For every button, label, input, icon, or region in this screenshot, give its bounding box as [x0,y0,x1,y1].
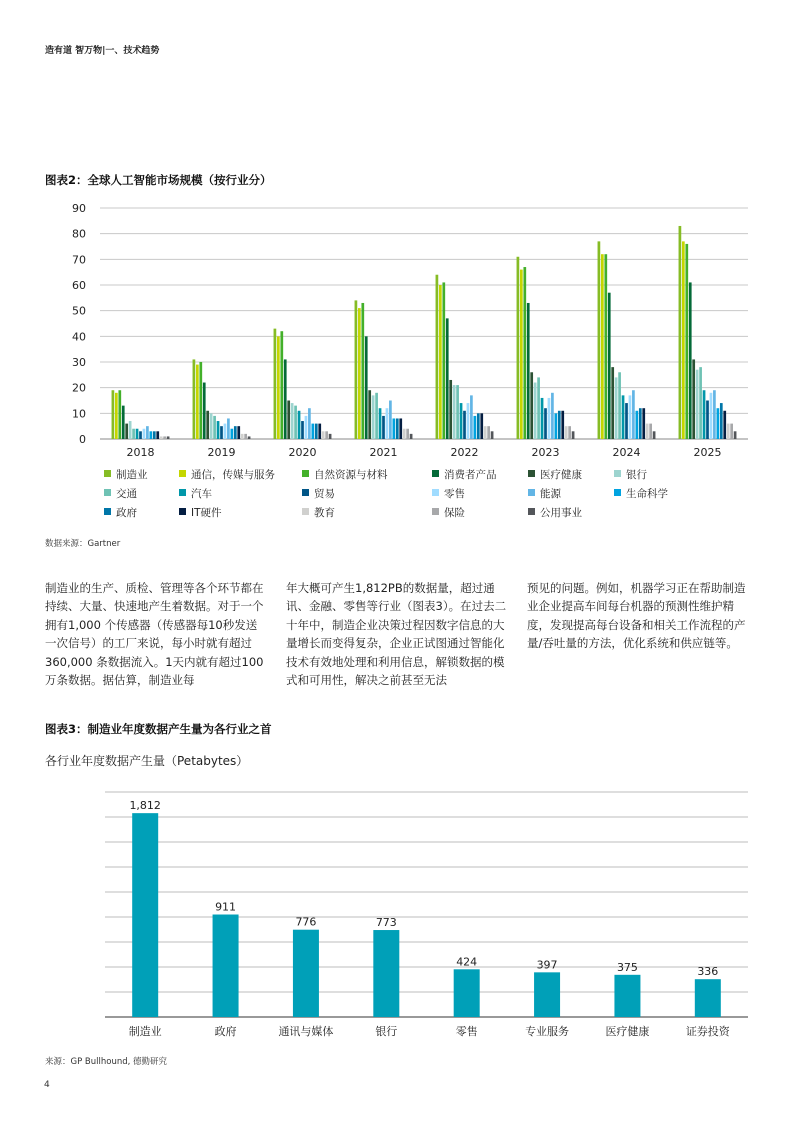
chart2-bar [308,408,311,439]
page-number: 4 [44,1080,50,1090]
chart2-bar [598,241,601,439]
chart2-bar [456,385,459,439]
chart2-bar [734,431,737,439]
chart2-bar [291,403,294,439]
chart2-bar [463,411,466,439]
chart2-legend-label: 汽车 [191,488,212,500]
chart2-y-tick-label: 60 [72,279,86,292]
chart3-x-tick-label: 银行 [375,1025,398,1038]
chart2-legend-item [528,467,582,482]
chart2-bar [305,416,308,439]
chart2-bar [544,408,547,439]
chart3-data-label: 397 [536,958,558,972]
chart2-bar [203,383,206,439]
chart2-bar [558,411,561,439]
chart2-legend-swatch [104,470,111,477]
chart2-legend-item [179,467,275,482]
chart2-bar [227,418,230,439]
chart3-data-label: 911 [215,900,237,914]
chart2-bar [467,403,470,439]
chart2-bar [530,372,533,439]
chart2-legend-swatch [104,489,111,496]
chart2-bar [703,390,706,439]
chart2-bar [156,431,159,439]
figure2-source: 数据来源：Gartner [45,539,121,549]
chart2-bar [358,308,361,439]
chart2-bar [689,282,692,439]
chart3-data-label: 776 [295,915,317,929]
chart2-bar [136,429,139,439]
chart3-x-tick-label: 零售 [455,1025,478,1038]
page-breadcrumb: 造有道 智万物|一、技术趋势 [45,46,160,56]
chart3-subtitle: 各行业年度数据产生量（Petabytes） [45,754,249,768]
chart2-bar [368,390,371,439]
chart2-bar [477,413,480,439]
chart2-legend-item [432,486,465,501]
chart2-legend-item [104,467,148,482]
chart2-legend-label: 能源 [540,488,561,500]
chart2-bar [132,429,135,439]
chart2-legend-item [104,486,137,501]
chart2-y-tick-label: 40 [72,330,86,344]
chart2-bar [241,434,244,439]
chart2-bar [534,383,537,439]
chart2-legend-label: 银行 [626,469,647,481]
chart2-bar [224,424,227,439]
chart2-bar [484,426,487,439]
chart2-bar [167,436,170,439]
chart2-bar [604,254,607,439]
chart2-x-tick-label: 2019 [207,446,236,459]
chart2-bar [298,411,301,439]
chart2-bar [460,403,463,439]
chart3-data-label: 773 [375,916,397,930]
chart2-bar [568,426,571,439]
chart2-bar [608,293,611,439]
chart2-bar [439,285,442,439]
body-column-1 [45,579,267,689]
figure3-title: 图表3：制造业年度数据产生量为各行业之首 [45,722,272,736]
chart2-bar [355,300,358,439]
body-column-3 [527,579,749,653]
chart2-legend-swatch [302,489,309,496]
chart2-legend-item [432,505,465,520]
body-paragraph-2: 年大概可产生1,812PB的数据量，超过通讯、金融、零售等行业（图表3）。在过去二十年中，制造企业决策过程因数字信息的大量增长而变得复杂，企业正试图通过智能化技术有效地处理和利用信息，解锁数据的模式和可用性，解决之前甚至无法 [286,581,507,688]
chart2-bar [361,303,364,439]
chart2-bar [653,431,656,439]
chart2-bar [611,367,614,439]
chart2-legend-label: 生命科学 [626,488,668,500]
chart2-bar [284,359,287,439]
chart2-bar [153,431,156,439]
chart3-bar-chart [0,780,793,1042]
chart3-bar [213,915,239,1017]
chart2-bar [470,395,473,439]
chart2-legend-label: 贸易 [314,488,335,500]
chart2-bar [146,426,149,439]
chart2-bar [679,226,682,439]
chart2-bar [329,434,332,439]
chart2-bar [730,424,733,439]
chart2-legend-label: 交通 [116,488,137,500]
chart2-legend-item [614,486,668,501]
chart2-bar [375,393,378,439]
chart2-bar [244,434,247,439]
chart2-legend-swatch [179,470,186,477]
chart2-bar [541,398,544,439]
chart2-bar [622,395,625,439]
chart2-bar [449,380,452,439]
body-column-2 [286,579,508,689]
chart2-bar [523,267,526,439]
chart2-bar [150,431,153,439]
chart2-bar [682,241,685,439]
chart2-bar [325,431,328,439]
chart2-bar [199,362,202,439]
chart2-bar [517,257,520,439]
chart2-x-tick-label: 2022 [450,446,479,459]
chart2-y-tick-label: 50 [72,304,86,318]
chart2-bar [453,385,456,439]
chart2-bar [206,411,209,439]
body-paragraph-1: 制造业的生产、质检、管理等各个环节都在持续、大量、快速地产生着数据。对于一个拥有1,000 个传感器（传感器每10秒发送一次信号）的工厂来说，每小时就有超过 360,000 条数据流入。1天内就有超过100万条数据。据估算，制造业每 [45,581,264,688]
chart3-bar [695,979,721,1017]
chart2-x-tick-label: 2024 [612,446,641,459]
chart2-bar [696,370,699,439]
chart2-legend-label: 政府 [116,507,137,519]
chart2-y-tick-label: 90 [72,202,86,215]
chart2-bar [480,413,483,439]
chart2-legend-swatch [528,508,535,515]
chart2-bar [393,418,396,439]
chart2-bar [112,390,115,439]
chart2-legend-label: 教育 [314,507,335,519]
chart2-bar [389,401,392,440]
chart2-bar [551,393,554,439]
figure3-source: 来源：GP Bullhound, 德勤研究 [45,1057,168,1067]
chart2-legend-swatch [302,508,309,515]
chart2-legend-label: 制造业 [116,469,148,481]
chart3-x-tick-label: 政府 [214,1025,237,1038]
chart2-bar [234,426,237,439]
chart3-data-label: 424 [456,955,478,969]
chart2-bar [115,393,118,439]
chart2-bar [561,411,564,439]
chart2-bar [143,429,146,439]
chart2-bar [274,329,277,439]
chart2-bar [217,421,220,439]
chart2-bar [625,403,628,439]
chart2-bar [382,416,385,439]
chart2-bar [399,418,402,439]
chart3-bar [293,930,319,1017]
chart2-legend-item [179,486,212,501]
chart2-bar [322,431,325,439]
chart2-bar [491,431,494,439]
chart2-bar [632,390,635,439]
chart2-bar [615,377,618,439]
chart2-legend-swatch [179,489,186,496]
chart2-bar [403,429,406,439]
chart2-legend-label: IT硬件 [191,507,222,519]
chart2-bar [639,408,642,439]
chart2-bar [277,336,280,439]
chart2-x-tick-label: 2020 [288,446,317,459]
chart2-legend-swatch [528,470,535,477]
chart2-bar [280,331,283,439]
chart2-bar [446,318,449,439]
chart3-data-label: 375 [616,960,638,974]
chart3-data-label: 1,812 [129,799,161,813]
chart2-legend-item [104,505,137,520]
chart2-legend-label: 自然资源与材料 [314,469,388,481]
chart2-legend-swatch [302,470,309,477]
chart2-legend-swatch [179,508,186,515]
chart2-bar [537,377,540,439]
chart2-bar [646,424,649,439]
chart2-bar [487,426,490,439]
chart2-bar [318,424,321,439]
chart2-bar [396,418,399,439]
chart2-bar [692,359,695,439]
chart2-bar [193,359,196,439]
chart2-bar [713,390,716,439]
chart2-bar [287,401,290,440]
chart3-x-tick-label: 专业服务 [525,1025,570,1038]
chart2-bar [720,403,723,439]
chart2-legend-item [302,505,335,520]
chart2-legend-label: 保险 [444,507,465,519]
chart2-y-tick-label: 70 [72,253,86,267]
chart2-legend-label: 医疗健康 [540,469,582,481]
chart2-bar [294,406,297,439]
chart2-bar [231,429,234,439]
chart2-y-tick-label: 80 [72,227,86,241]
chart2-bar [237,426,240,439]
chart2-bar-chart [0,195,793,465]
chart2-bar [642,408,645,439]
chart3-bar [454,969,480,1017]
chart2-bar [129,421,132,439]
chart2-bar [717,408,720,439]
chart2-bar [520,270,523,439]
chart2-x-tick-label: 2023 [531,446,560,459]
chart2-bar [365,336,368,439]
chart3-bar [534,972,560,1017]
chart3-x-tick-label: 制造业 [128,1025,162,1038]
chart2-bar [248,436,251,439]
chart2-bar [139,431,142,439]
chart2-bar [710,393,713,439]
chart2-legend-item [432,467,497,482]
chart2-bar [723,411,726,439]
chart2-bar [379,408,382,439]
chart2-bar [122,406,125,439]
chart2-legend-label: 公用事业 [540,507,582,519]
chart2-y-tick-label: 20 [72,381,86,395]
chart3-bar [132,813,158,1017]
chart2-legend-item [614,467,647,482]
chart3-data-label: 336 [697,965,719,979]
chart2-bar [572,431,575,439]
chart2-bar [555,413,558,439]
chart2-legend-swatch [614,470,621,477]
chart2-legend-swatch [104,508,111,515]
chart2-legend-swatch [432,508,439,515]
chart2-bar [636,411,639,439]
chart2-legend-item [302,467,388,482]
chart2-bar [699,367,702,439]
chart2-bar [442,282,445,439]
chart2-bar [220,426,223,439]
chart2-x-tick-label: 2021 [369,446,398,459]
chart2-bar [629,395,632,439]
chart2-bar [213,416,216,439]
chart2-legend-swatch [528,489,535,496]
chart2-bar [163,436,166,439]
chart2-bar [118,390,121,439]
chart2-legend-item [179,505,222,520]
chart2-legend-swatch [432,489,439,496]
chart2-bar [386,408,389,439]
chart3-bar [614,975,640,1017]
chart2-bar [210,413,213,439]
chart2-legend-label: 通信，传媒与服务 [191,469,275,481]
chart2-bar [727,424,730,439]
chart2-y-tick-label: 10 [72,407,86,421]
chart2-x-tick-label: 2025 [693,446,722,459]
chart2-bar [315,424,318,439]
chart2-bar [601,254,604,439]
chart2-bar [125,424,128,439]
chart2-x-tick-label: 2018 [126,446,155,459]
figure2-title: 图表2：全球人工智能市场规模（按行业分） [45,173,272,187]
chart3-x-tick-label: 证券投资 [685,1025,730,1038]
chart2-bar [527,303,530,439]
chart2-bar [160,436,163,439]
chart2-legend-label: 消费者产品 [444,469,497,481]
chart2-bar [301,421,304,439]
chart2-bar [565,426,568,439]
chart2-bar [410,434,413,439]
chart2-bar [406,429,409,439]
chart2-bar [312,424,315,439]
chart2-bar [474,416,477,439]
body-paragraph-3: 预见的问题。例如，机器学习正在帮助制造业企业提高车间每台机器的预测性维护精度，发现提高每台设备和相关工作流程的产量/吞吐量的方法，优化系统和供应链等。 [527,581,746,651]
chart2-legend-item [302,486,335,501]
chart2-y-tick-label: 0 [79,433,86,446]
chart2-legend-swatch [614,489,621,496]
chart3-bar [373,930,399,1017]
chart2-legend-swatch [432,470,439,477]
chart2-bar [706,401,709,440]
chart2-bar [436,275,439,439]
chart3-x-tick-label: 医疗健康 [605,1025,650,1038]
chart2-legend-item [528,505,582,520]
chart2-bar [196,365,199,439]
chart2-bar [649,424,652,439]
chart2-bar [685,244,688,439]
chart2-bar [618,372,621,439]
chart2-bar [548,398,551,439]
chart2-y-tick-label: 30 [72,356,86,369]
chart2-bar [372,395,375,439]
chart2-legend-item [528,486,561,501]
chart3-x-tick-label: 通讯与媒体 [278,1025,334,1038]
chart2-legend-label: 零售 [444,488,465,500]
